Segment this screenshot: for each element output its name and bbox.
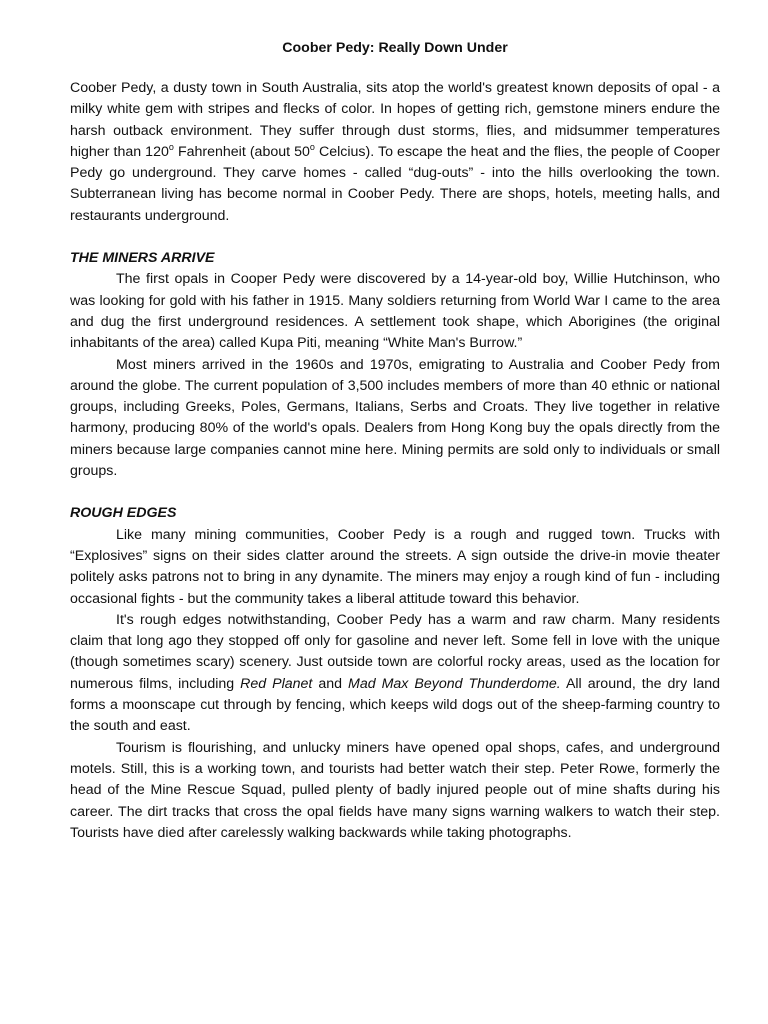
rough-p2-text-2: and (312, 675, 349, 692)
intro-paragraph (70, 78, 720, 227)
intro-text-3: Celcius). To escape the heat and the flies, the people of Cooper Pedy go underground. They carve homes - called “dug-outs” - into the hills overlooking the town. Subterranean living has become normal in Coober Pedy. There are shops, hotels, meeting halls, and restaurants underground. (70, 143, 720, 224)
intro-text-2: Fahrenheit (about 50 (173, 143, 310, 160)
rough-paragraph-3: Tourism is flourishing, and unlucky miners have opened opal shops, cafes, and underground motels. Still, this is a working town, and tourists had better watch their step. Peter Rowe, formerly the head of the Mine Rescue Squad, pulled plenty of badly injured people out of mine shafts during his career. The dirt tracks that cross the opal fields have many signs warning walkers to watch their step. Tourists have died after carelessly walking backwards while taking photographs. (70, 739, 720, 841)
rough-paragraph-1: Like many mining communities, Coober Pedy is a rough and rugged town. Trucks with “Explosives” signs on their sides clatter around the streets. A sign outside the drive-in movie theater politely asks patrons not to bring in any dynamite. The miners may enjoy a rough kind of fun - including occasional fights - but the community takes a liberal attitude toward this behavior. (70, 526, 720, 607)
film-title: Red Planet (240, 675, 313, 692)
section-heading-miners: THE MINERS ARRIVE (70, 250, 215, 267)
miners-paragraph-1: The first opals in Cooper Pedy were discovered by a 14-year-old boy, Willie Hutchinson, who was looking for gold with his father in 1915. Many soldiers returning from World War I came to the area and dug the first underground residences. A settlement took shape, which Aborigines (the original inhabitants of the area) called Kupa Piti, meaning “White Man's Burrow.” (70, 271, 720, 352)
rough-p2-text-1: It's rough edges notwithstanding, Coober Pedy has a warm and raw charm. Many residents claim that long ago they stopped off only for gasoline and never left. Some fell in love with the unique (though sometimes scary) scenery. Just outside town are colorful rocky areas, used as the location for numerous films, including (70, 611, 720, 692)
degree-symbol: o (168, 141, 174, 152)
rough-paragraph-2 (70, 610, 720, 738)
degree-symbol: o (309, 141, 315, 152)
miners-paragraph-2: Most miners arrived in the 1960s and 1970s, emigrating to Australia and Coober Pedy from around the globe. The current population of 3,500 includes members of more than 40 ethnic or national groups, including Greeks, Poles, Germans, Italians, Serbs and Croats. They live together in relative harmony, producing 80% of the world's opals. Dealers from Hong Kong buy the opals directly from the miners because large companies cannot mine here. Mining permits are sold only to individuals or small groups. (70, 356, 720, 480)
document-title: Coober Pedy: Really Down Under (282, 40, 508, 56)
film-title: Mad Max Beyond Thunderdome. (348, 675, 561, 692)
rough-p2-text-3: All around, the dry land forms a moonscape cut through by fencing, which keeps wild dogs out of the sheep-farming country to the south and east. (70, 675, 720, 735)
intro-text-1: Coober Pedy, a dusty town in South Australia, sits atop the world's greatest known deposits of opal - a milky white gem with stripes and flecks of color. In hopes of getting rich, gemstone miners endure the harsh outback environment. They suffer through dust storms, flies, and midsummer temperatures higher than 120 (70, 80, 720, 160)
section-heading-rough-edges: ROUGH EDGES (70, 505, 177, 522)
